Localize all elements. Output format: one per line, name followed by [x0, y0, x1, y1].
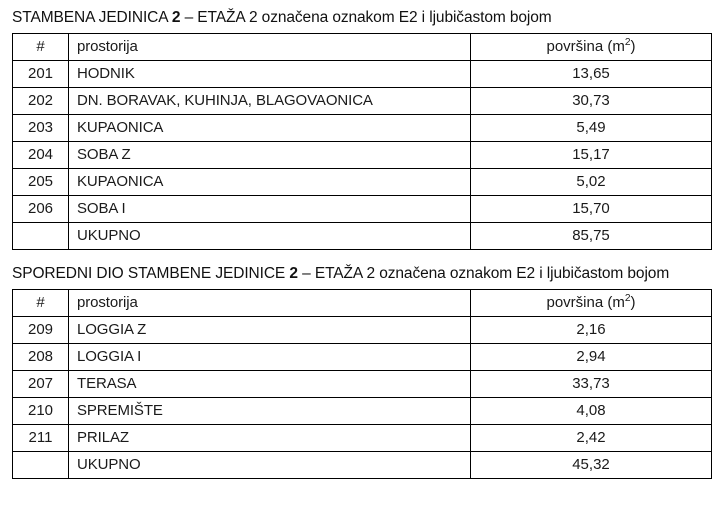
room-table-1	[12, 33, 712, 250]
cell-number: 207	[13, 371, 69, 398]
cell-area: 13,65	[471, 61, 712, 88]
section-sporedni-dio-stambene-jedinice-2	[12, 262, 711, 479]
cell-number: 209	[13, 317, 69, 344]
header-number: #	[13, 290, 69, 317]
cell-room: SPREMIŠTE	[69, 398, 471, 425]
table-row	[13, 344, 712, 371]
cell-area: 2,16	[471, 317, 712, 344]
section-1-title-before: STAMBENA JEDINICA	[12, 9, 172, 26]
table-row	[13, 142, 712, 169]
table-row	[13, 61, 712, 88]
cell-number: 202	[13, 88, 69, 115]
section-2-title-after: – ETAŽA 2 označena oznakom E2 i ljubičastom bojom	[297, 265, 670, 282]
cell-area: 5,02	[471, 169, 712, 196]
cell-number-empty	[13, 452, 69, 479]
cell-number: 201	[13, 61, 69, 88]
cell-number: 206	[13, 196, 69, 223]
table-row	[13, 88, 712, 115]
cell-number: 205	[13, 169, 69, 196]
cell-room: KUPAONICA	[69, 115, 471, 142]
section-stambena-jedinica-2	[12, 6, 711, 250]
table-total-row	[13, 452, 712, 479]
table-row	[13, 169, 712, 196]
cell-total-label: UKUPNO	[69, 452, 471, 479]
table-header-row	[13, 290, 712, 317]
cell-number: 210	[13, 398, 69, 425]
cell-number: 211	[13, 425, 69, 452]
cell-area: 2,42	[471, 425, 712, 452]
cell-area: 15,70	[471, 196, 712, 223]
header-area-suffix: )	[630, 37, 636, 55]
cell-room: TERASA	[69, 371, 471, 398]
table-row	[13, 115, 712, 142]
section-1-title-after: – ETAŽA 2 označena oznakom E2 i ljubičastom bojom	[180, 9, 552, 26]
header-area	[471, 290, 712, 317]
header-area-text: površina (m	[546, 293, 625, 311]
table-row	[13, 317, 712, 344]
cell-area: 33,73	[471, 371, 712, 398]
section-1-title-unit-number: 2	[171, 9, 181, 26]
cell-area: 4,08	[471, 398, 712, 425]
header-room: prostorija	[69, 34, 471, 61]
header-area	[471, 34, 712, 61]
header-area-text: površina (m	[546, 37, 625, 55]
cell-area: 15,17	[471, 142, 712, 169]
section-2-title	[12, 262, 711, 286]
cell-room: LOGGIA I	[69, 344, 471, 371]
header-room: prostorija	[69, 290, 471, 317]
header-area-superscript: 2	[624, 36, 631, 48]
cell-number: 204	[13, 142, 69, 169]
cell-room: DN. BORAVAK, KUHINJA, BLAGOVAONICA	[69, 88, 471, 115]
cell-total-area: 85,75	[471, 223, 712, 250]
table-row	[13, 196, 712, 223]
section-2-title-before: SPOREDNI DIO STAMBENE JEDINICE	[12, 265, 290, 282]
cell-total-label: UKUPNO	[69, 223, 471, 250]
header-area-superscript: 2	[624, 292, 631, 304]
table-total-row	[13, 223, 712, 250]
cell-room: SOBA I	[69, 196, 471, 223]
cell-number-empty	[13, 223, 69, 250]
room-table-2	[12, 289, 712, 479]
cell-area: 30,73	[471, 88, 712, 115]
header-area-suffix: )	[630, 293, 636, 311]
cell-room: KUPAONICA	[69, 169, 471, 196]
cell-room: PRILAZ	[69, 425, 471, 452]
cell-number: 208	[13, 344, 69, 371]
cell-area: 5,49	[471, 115, 712, 142]
table-row	[13, 371, 712, 398]
table-row	[13, 425, 712, 452]
cell-area: 2,94	[471, 344, 712, 371]
cell-room: HODNIK	[69, 61, 471, 88]
cell-room: SOBA Z	[69, 142, 471, 169]
table-header-row	[13, 34, 712, 61]
section-1-title	[12, 6, 711, 30]
cell-room: LOGGIA Z	[69, 317, 471, 344]
cell-total-area: 45,32	[471, 452, 712, 479]
header-number: #	[13, 34, 69, 61]
section-2-title-unit-number: 2	[289, 265, 298, 282]
table-row	[13, 398, 712, 425]
cell-number: 203	[13, 115, 69, 142]
